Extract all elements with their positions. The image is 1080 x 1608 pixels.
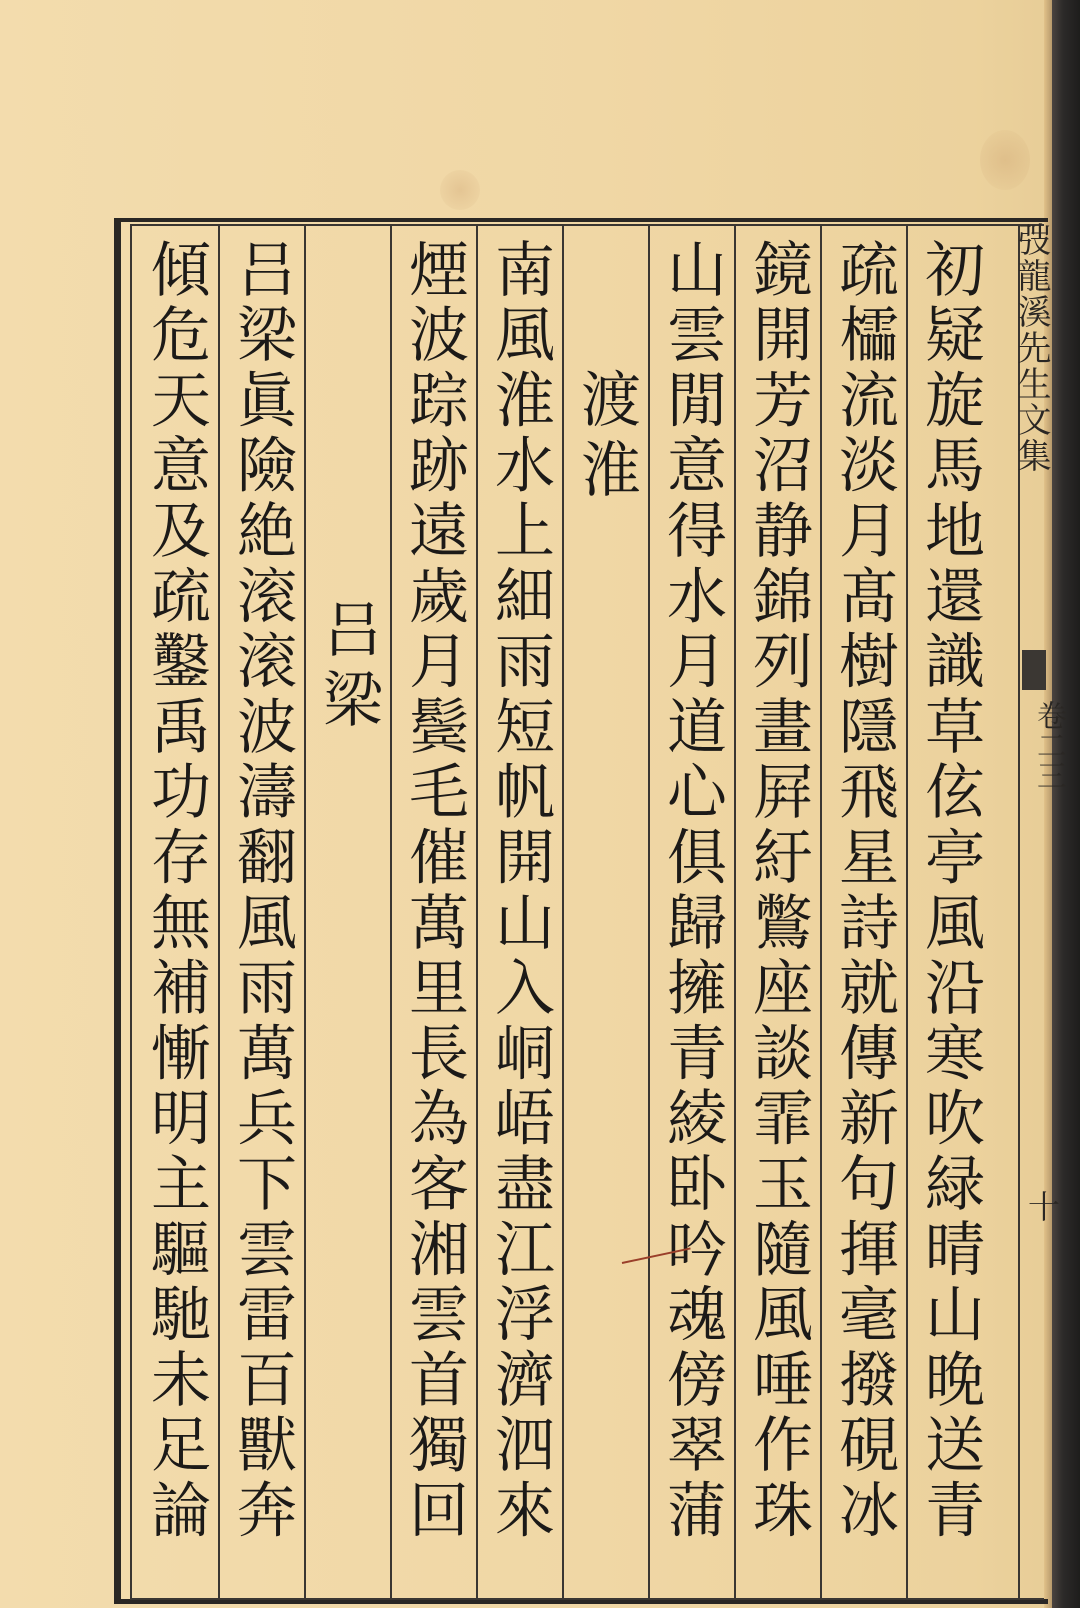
poem-line: 鏡開芳沼静錦列畫屛紆鷩座談霏玉隨風唾作珠 [743, 238, 813, 1544]
poem-line: 傾危天意及疏鑿禹功存無補慚明主驅馳未足論 [141, 238, 211, 1544]
book-title: 弢龍溪先生文集 [1011, 222, 1051, 474]
text-column-2 [822, 226, 908, 1598]
text-column-9 [220, 226, 306, 1598]
poem-line: 吕梁眞險絶滚滚波濤翻風雨萬兵下雲雷百獸奔 [227, 238, 297, 1544]
text-column-5 [564, 226, 650, 1598]
paper-stain [440, 170, 480, 210]
poem-title: 渡淮 [571, 368, 641, 508]
book-spine [1052, 0, 1080, 1608]
poem-line: 山雲閒意得水月道心俱歸擁青綾卧吟魂傍翠蒲 [657, 238, 727, 1544]
text-column-8 [306, 226, 392, 1598]
text-column-3 [736, 226, 822, 1598]
poem-line: 疏櫺流淡月髙樹隱飛星詩就傳新句揮毫撥硯冰 [829, 238, 899, 1544]
folio-number: 十 [1028, 1188, 1061, 1226]
volume-text: 卷 [1031, 700, 1066, 730]
volume-label [1026, 700, 1070, 790]
fishtail-mark [1022, 650, 1046, 690]
poem-title: 吕梁 [313, 598, 383, 738]
text-column-6 [478, 226, 564, 1598]
poem-line: 煙波踪跡遠歲月鬓毛催萬里長為客湘雲首獨回 [399, 238, 469, 1544]
paper-stain [980, 130, 1030, 190]
poem-line: 南風淮水上細雨短帆開山入峒峿盡江浮濟泗來 [485, 238, 555, 1544]
text-column-10 [134, 226, 220, 1598]
text-column-4 [650, 226, 736, 1598]
leaf-number: 二三 [1031, 730, 1066, 790]
poem-line: 初疑旋馬地還識草伭亭風沿寒吹緑晴山晚送青 [915, 238, 985, 1544]
text-column-1 [908, 226, 994, 1598]
text-column-7 [392, 226, 478, 1598]
